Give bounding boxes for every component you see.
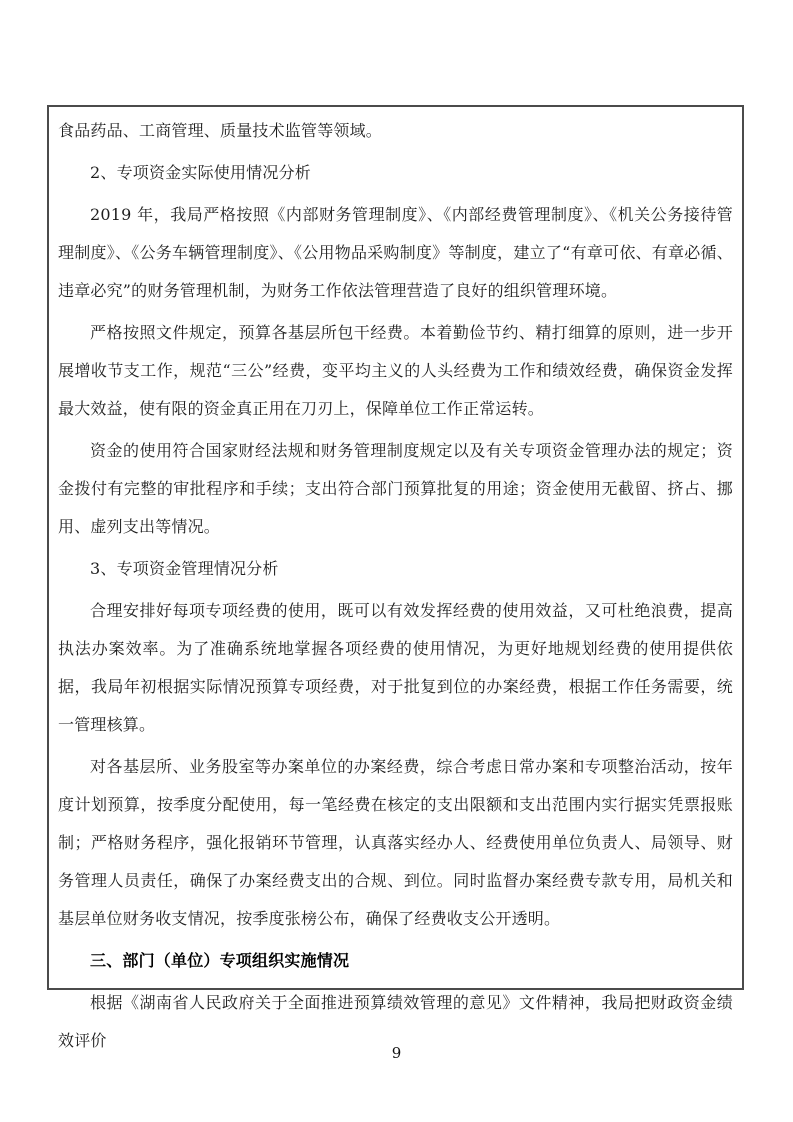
paragraph-budget-discipline: 严格按照文件规定，预算各基层所包干经费。本着勤俭节约、精打细算的原则，进一步开展增收节支工作，规范“三公”经费，变平均主义的人头经费为工作和绩效经费，确保资金发挥最大效益，使有限的资金真正用在刀刃上，保障单位工作正常运转。	[58, 323, 733, 418]
paragraph-case-funds-management: 对各基层所、业务股室等办案单位的办案经费，综合考虑日常办案和专项整治活动，按年度计划预算，按季度分配使用，每一笔经费在核定的支出限额和支出范围内实行据实凭票报账制；严格财务程序，强化报销环节管理，认真落实经办人、经费使用单位负责人、局领导、财务管理人员责任，确保了办案经费支出的合规、到位。同时监督办案经费专款专用，局机关和基层单位财务收支情况，按季度张榜公布，确保了经费收支公开透明。	[58, 757, 733, 928]
content-border-box	[47, 105, 744, 1050]
paragraph-hunan-opinion: 根据《湖南省人民政府关于全面推进预算绩效管理的意见》文件精神，我局把财政资金绩效评价	[58, 993, 733, 1050]
subheading-funds-usage-analysis: 2、专项资金实际使用情况分析	[90, 163, 311, 182]
section-heading-implementation: 三、部门（单位）专项组织实施情况	[90, 951, 350, 970]
paragraph-funds-compliance: 资金的使用符合国家财经法规和财务管理制度规定以及有关专项资金管理办法的规定；资金拨付有完整的审批程序和手续；支出符合部门预算批复的用途；资金使用无截留、挤占、挪用、虚列支出等情况。	[58, 441, 733, 536]
paragraph-continuation: 食品药品、工商管理、质量技术监管等领域。	[58, 121, 383, 140]
page-number: 9	[391, 1044, 402, 1062]
paragraph-funds-arrangement: 合理安排好每项专项经费的使用，既可以有效发挥经费的使用效益，又可杜绝浪费，提高执法办案效率。为了准确系统地掌握各项经费的使用情况，为更好地规划经费的使用提供依据，我局年初根据实际情况预算专项经费，对于批复到位的办案经费，根据工作任务需要，统一管理核算。	[58, 601, 733, 734]
subheading-funds-management-analysis: 3、专项资金管理情况分析	[90, 559, 279, 578]
paragraph-2019-systems: 2019 年，我局严格按照《内部财务管理制度》、《内部经费管理制度》、《机关公务接待管理制度》、《公务车辆管理制度》、《公用物品采购制度》等制度，建立了“有章可依、有章必循、违章必究”的财务管理机制，为财务工作依法管理营造了良好的组织管理环境。	[58, 205, 733, 300]
